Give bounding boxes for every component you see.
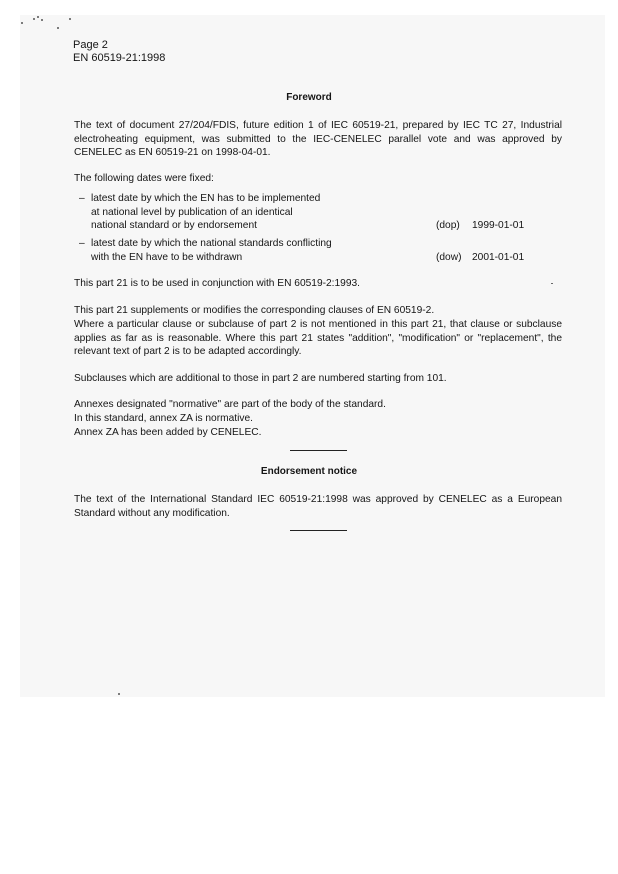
list-dash: – — [79, 193, 85, 204]
section-divider — [290, 530, 347, 531]
date-item-text — [91, 237, 421, 264]
date-item-dow — [79, 237, 539, 264]
scan-speck — [37, 16, 39, 18]
scan-speck — [41, 19, 43, 21]
page-header — [73, 39, 165, 65]
foreword-intro: The text of document 27/204/FDIS, future edition 1 of IEC 60519-21, prepared by IEC TC 27, Industrial electroheating equipment, was submitted to the IEC-CENELEC parallel vote and was approved by CENELEC as EN 60519-21 on 1998-04-01. — [74, 120, 562, 158]
supplements-text: This part 21 supplements or modifies the corresponding clauses of EN 60519-2. — [74, 305, 435, 316]
section-divider — [290, 450, 347, 451]
list-dash: – — [79, 238, 85, 249]
scan-speck — [69, 18, 71, 20]
date-code: (dow) — [436, 252, 462, 263]
conjunction-text: This part 21 is to be used in conjunction with EN 60519-2:1993. — [74, 278, 360, 289]
date-item-text — [91, 192, 421, 233]
date-value: 1999-01-01 — [472, 220, 525, 231]
annex-za-added: Annex ZA has been added by CENELEC. — [74, 427, 262, 438]
scan-speck — [33, 18, 35, 20]
supplements-detail: Where a particular clause or subclause of part 2 is not mentioned in this part 21, that clause or subclause applies as far as is reasonable. Where this part 21 states "addition", "modification" or "replacement", the relevant text of part 2 is to be adapted accordingly. — [74, 319, 562, 357]
annex-za-normative: In this standard, annex ZA is normative. — [74, 413, 253, 424]
subclauses-text: Subclauses which are additional to those in part 2 are numbered starting from 101. — [74, 373, 447, 384]
date-item-dop — [79, 192, 539, 233]
dates-intro: The following dates were fixed: — [74, 173, 214, 184]
foreword-title: Foreword — [286, 92, 332, 103]
date-value: 2001-01-01 — [472, 252, 525, 263]
scan-speck — [118, 693, 120, 695]
endorsement-title: Endorsement notice — [260, 466, 358, 477]
endorsement-text: The text of the International Standard IEC 60519-21:1998 was approved by CENELEC as a European Standard without any modification. — [74, 494, 562, 519]
annex-normative: Annexes designated "normative" are part of the body of the standard. — [74, 399, 386, 410]
date-code: (dop) — [436, 220, 460, 231]
text-line: with the EN have to be withdrawn — [91, 251, 243, 263]
text-line: national standard or by endorsement — [91, 220, 257, 231]
text-line: latest date by which the EN has to be implemented — [91, 193, 321, 204]
scan-speck — [21, 22, 23, 24]
standard-number: EN 60519-21:1998 — [73, 52, 166, 64]
scan-speck — [57, 27, 59, 29]
text-line: at national level by publication of an identical — [91, 206, 293, 218]
page-number: Page 2 — [73, 39, 108, 51]
text-line: latest date by which the national standards conflicting — [91, 238, 332, 249]
